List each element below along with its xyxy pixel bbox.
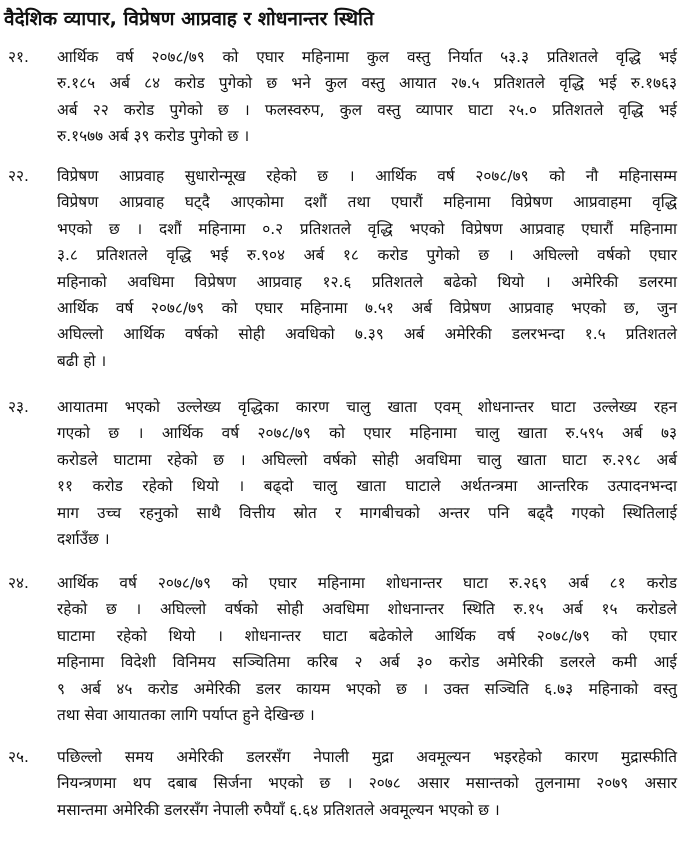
text-line: भएको छ । दशौं महिनामा ०.२ प्रतिशतले वृद्धि भएको विप्रेषण आप्रवाह एघारौं महिनामा xyxy=(57,219,677,238)
section-heading: वैदेशिक व्यापार, विप्रेषण आप्रवाह र शोधनान्तर स्थिति xyxy=(4,8,374,30)
text-line: आर्थिक वर्ष २०७८/७९ को एघार महिनामा कुल वस्तु निर्यात ५३.३ प्रतिशतले वृद्धि भई xyxy=(57,48,677,66)
text-line: नियन्त्रणमा थप दबाब सिर्जना भएको छ । २०७८ असार मसान्तको तुलनामा २०७९ असार xyxy=(57,774,677,793)
text-line: विप्रेषण आप्रवाह घट्दै आएकोमा दशौं तथा एघारौं महिनामा विप्रेषण आप्रवाहमा वृद्धि xyxy=(57,193,677,212)
paragraph-number: २२. xyxy=(8,167,29,185)
text-line: आर्थिक वर्ष २०७८/७९ को एघार महिनामा शोधनान्तर घाटा रु.२६९ अर्ब ८१ करोड xyxy=(57,574,677,592)
text-line: अघिल्लो आर्थिक वर्षको सोही अवधिको ७.३९ अर्ब अमेरिकी डलरभन्दा १.५ प्रतिशतले xyxy=(57,325,677,344)
paragraph-number: २५. xyxy=(8,748,29,766)
paragraph-text xyxy=(57,570,677,728)
text-line: माग उच्च रहनुको साथै वित्तीय स्रोत र मागबीचको अन्तर पनि बढ्दै गएको स्थितिलाई xyxy=(57,503,677,522)
text-line: बढी हो । xyxy=(57,351,107,370)
text-line: महिनाको अवधिमा विप्रेषण आप्रवाह १२.६ प्रतिशतले बढेको थियो । अमेरिकी डलरमा xyxy=(57,272,677,291)
text-line: करोडले घाटामा रहेको छ । अघिल्लो वर्षको सोही अवधिमा चालु खाता घाटा रु.२९८ अर्ब xyxy=(57,450,677,469)
text-line: महिनामा विदेशी विनिमय सञ्चितिमा करिब २ अर्ब ३० करोड अमेरिकी डलरले कमी आई xyxy=(57,653,677,672)
text-line: आयातमा भएको उल्लेख्य वृद्धिका कारण चालु खाता एवम् शोधनान्तर घाटा उल्लेख्य रहन xyxy=(57,398,677,416)
text-line: गएको छ । आर्थिक वर्ष २०७८/७९ को एघार महिनामा चालु खाता रु.५९५ अर्ब ७३ xyxy=(57,424,677,443)
text-line: दर्शाउँछ । xyxy=(57,530,110,549)
text-line: रु.१५७७ अर्ब ३९ करोड पुगेको छ । xyxy=(57,127,250,146)
text-line: ९ अर्ब ४५ करोड अमेरिकी डलर कायम भएको छ । उक्त सञ्चिति ६.७३ महिनाको वस्तु xyxy=(57,679,677,698)
text-line: रहेको छ । अघिल्लो वर्षको सोही अवधिमा शोधनान्तर स्थिति रु.१५ अर्ब १५ करोडले xyxy=(57,600,677,619)
text-line: तथा सेवा आयातका लागि पर्याप्त हुने देखिन्छ । xyxy=(57,706,315,725)
text-line: मसान्तमा अमेरिकी डलरसँग नेपाली रुपैयाँ ६.६४ प्रतिशतले अवमूल्यन भएको छ । xyxy=(57,800,500,819)
paragraph-number: २४. xyxy=(8,574,29,592)
text-line: पछिल्लो समय अमेरिकी डलरसँग नेपाली मुद्रा अवमूल्यन भइरहेको कारण मुद्रास्फीति xyxy=(57,748,677,766)
paragraph-text xyxy=(57,744,677,823)
text-line: रु.१८५ अर्ब ८४ करोड पुगेको छ भने कुल वस्तु आयात २७.५ प्रतिशतले वृद्धि भई रु.१७६३ xyxy=(57,74,677,93)
paragraph-text xyxy=(57,163,677,374)
text-line: घाटामा रहेको थियो । शोधनान्तर घाटा बढेकोले आर्थिक वर्ष २०७८/७९ को एघार xyxy=(57,626,677,645)
paragraph-number: २३. xyxy=(8,398,29,416)
text-line: अर्ब २२ करोड पुगेको छ । फलस्वरुप, कुल वस्तु व्यापार घाटा २५.० प्रतिशतले वृद्धि भई xyxy=(57,100,677,119)
text-line: ३.८ प्रतिशतले वृद्धि भई रु.९०४ अर्ब १८ करोड पुगेको छ । अघिल्लो वर्षको एघार xyxy=(57,246,677,265)
text-line: आर्थिक वर्ष २०७८/७९ को एघार महिनामा ७.५१ अर्ब विप्रेषण आप्रवाह भएको छ, जुन xyxy=(57,299,677,318)
paragraph-number: २१. xyxy=(8,48,29,66)
text-line: विप्रेषण आप्रवाह सुधारोन्मूख रहेको छ । आर्थिक वर्ष २०७८/७९ को नौ महिनासम्म xyxy=(57,167,677,185)
paragraph-text xyxy=(57,44,677,150)
paragraph-text xyxy=(57,394,677,552)
text-line: ११ करोड रहेको थियो । बढ्दो चालु खाता घाटाले अर्थतन्त्रमा आन्तरिक उत्पादनभन्दा xyxy=(57,477,677,496)
